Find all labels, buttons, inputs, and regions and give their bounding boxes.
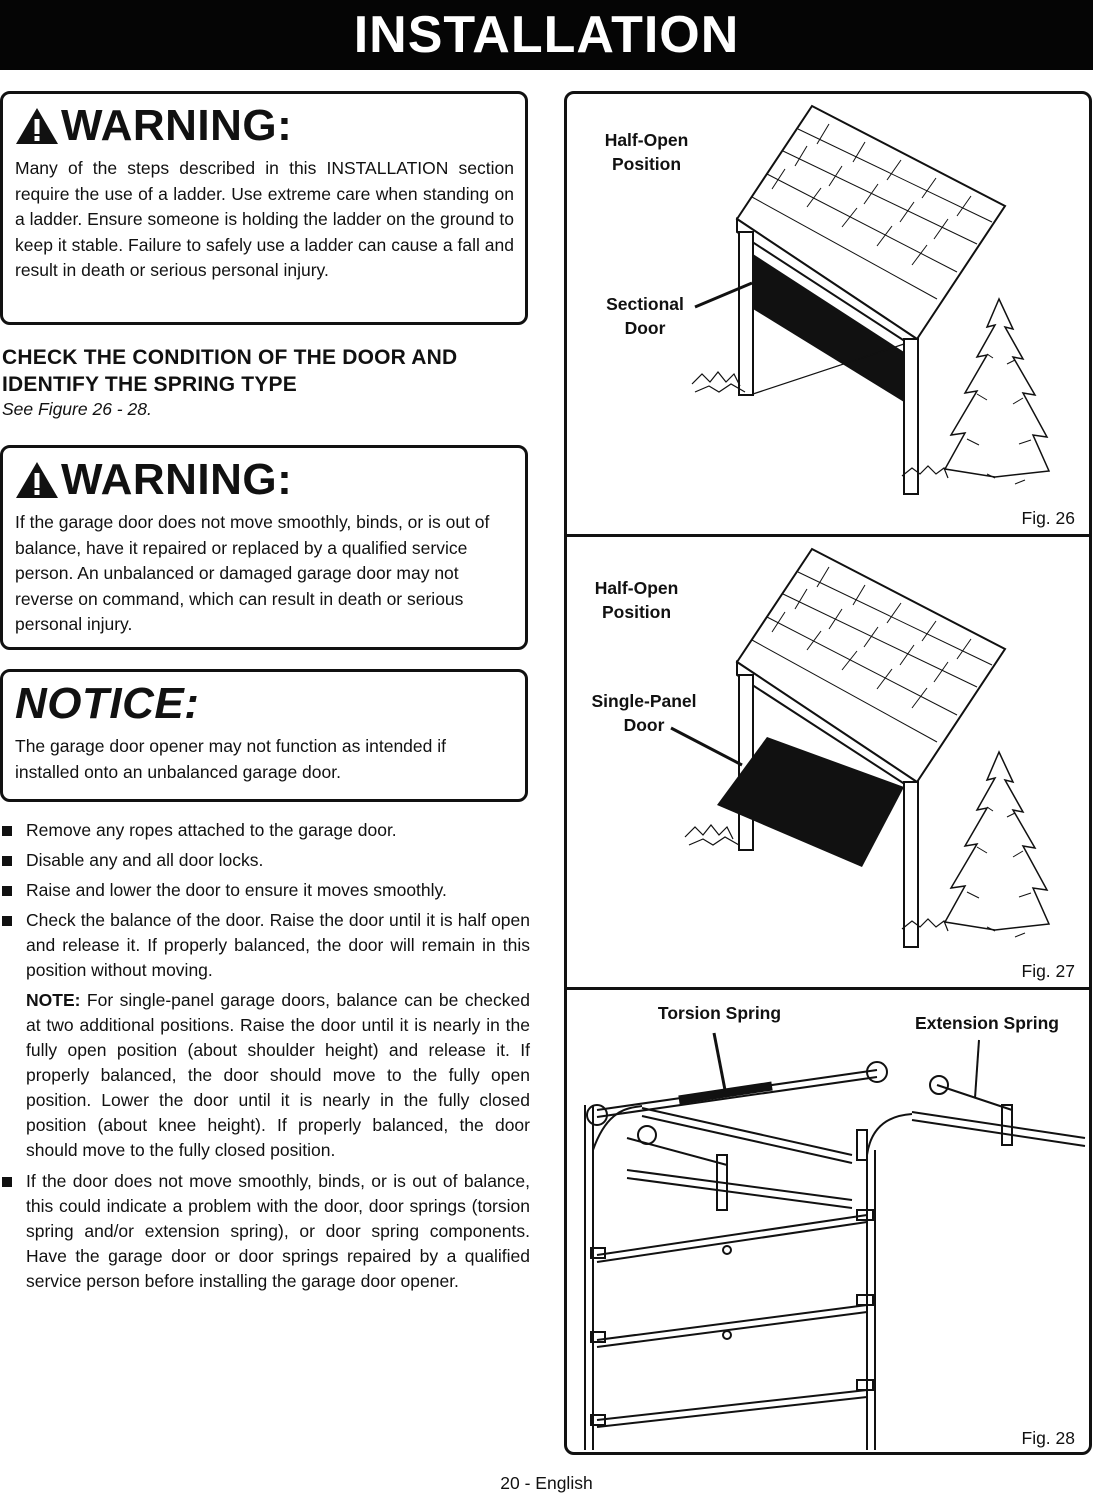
- list-item: Disable any and all door locks.: [0, 848, 530, 873]
- note-paragraph: [0, 988, 530, 1163]
- figure-27: [567, 537, 1089, 987]
- list-item: Raise and lower the door to ensure it moves smoothly.: [0, 878, 530, 903]
- note-label: NOTE:: [26, 990, 81, 1010]
- instruction-list: [0, 818, 530, 1299]
- section-heading-line2: IDENTIFY THE SPRING TYPE: [2, 373, 297, 396]
- label-sectional-door: Sectional Door: [606, 294, 684, 338]
- warning-text: If the garage door does not move smoothly, binds, or is out of balance, have it repaired or replaced by a qualified service person. An unbalanced or damaged garage door may not reverse on command, which can result in death or serious personal injury.: [15, 512, 490, 634]
- section-heading-block: [2, 344, 528, 420]
- section-heading: [2, 344, 528, 398]
- section-heading-line1: CHECK THE CONDITION OF THE DOOR AND: [2, 346, 458, 369]
- label-single-panel-door: Single-Panel Door: [591, 691, 697, 735]
- figure-28: [567, 990, 1089, 1455]
- label-extension-spring: Extension Spring: [915, 1013, 1059, 1033]
- label-half-open-position: Half-Open Position: [604, 130, 689, 174]
- warning-box-ladder: [0, 91, 528, 325]
- warning-title: WARNING:: [61, 101, 293, 150]
- list-item: If the door does not move smoothly, binds, or is out of balance, this could indicate a problem with the door, door springs (torsion spring and/or extension spring), or door spring components. Have the garage door or door springs repaired by a qualified service person before installing the garage door opener.: [0, 1169, 530, 1294]
- notice-text: The garage door opener may not function as intended if installed onto an unbalanced garage door.: [15, 736, 446, 782]
- label-torsion-spring: Torsion Spring: [657, 1003, 782, 1023]
- page-footer: 20 - English: [500, 1473, 593, 1493]
- page-header: [0, 0, 1093, 70]
- figure-26: [567, 94, 1089, 534]
- list-item: Remove any ropes attached to the garage door.: [0, 818, 530, 843]
- figure-caption: Fig. 26: [1021, 508, 1075, 528]
- figure-caption: Fig. 27: [1021, 961, 1075, 981]
- warning-triangle-icon: [15, 106, 59, 146]
- see-figure-reference: See Figure 26 - 28.: [2, 399, 152, 419]
- notice-box: [0, 669, 528, 802]
- warning-title: WARNING:: [61, 455, 293, 504]
- note-text: For single-panel garage doors, balance can be checked at two additional positions. Raise the door until it is nearly in the fully open position (about shoulder height) and release it. If properly balanced, the door should move to the fully open position. Lower the door until it is nearly in the fully closed position (about knee height). If properly balanced, the door should move to the fully closed position.: [26, 990, 530, 1160]
- notice-title-row: [15, 680, 514, 728]
- figure-panel: [564, 91, 1092, 1455]
- warning-triangle-icon: [15, 460, 59, 500]
- garage-door-springs-illustration: [567, 990, 1089, 1455]
- warning-title-row: [15, 102, 514, 150]
- list-item: Check the balance of the door. Raise the door until it is half open and release it. If properly balanced, the door will remain in this position without moving.: [0, 908, 530, 983]
- figure-caption: Fig. 28: [1021, 1428, 1075, 1448]
- page-title: INSTALLATION: [353, 6, 740, 64]
- label-half-open-position: Half-Open Position: [594, 578, 679, 622]
- notice-title: NOTICE:: [15, 679, 200, 728]
- warning-title-row: [15, 456, 514, 504]
- warning-text: Many of the steps described in this INSTALLATION section require the use of a ladder. Use extreme care when standing on a ladder. Ensure someone is holding the ladder on the ground to keep it stable. Failure to safely use a ladder can cause a fall and result in death or serious personal injury.: [15, 158, 514, 280]
- warning-box-door: [0, 445, 528, 650]
